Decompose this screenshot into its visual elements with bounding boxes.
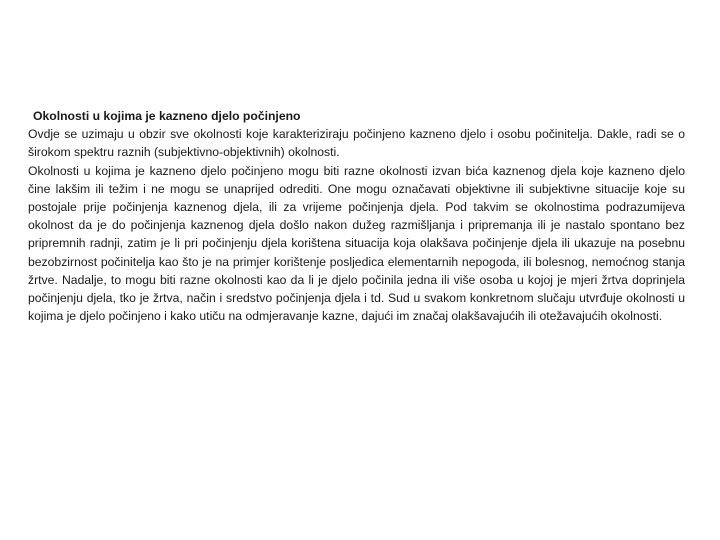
paragraph-body: Okolnosti u kojima je kazneno djelo počinjeno mogu biti razne okolnosti izvan bića kaznenog djela koje kazneno djelo čine lakšim ili težim i ne mogu se unaprijed odrediti. One mogu označavati objektivne ili subjektivne situacije koje su postojale prije počinjenja kaznenog djela, ili za vrijeme počinjenja djela. Pod takvim se okolnostima podrazumijeva okolnost da je do počinjenja kaznenog djela došlo nakon dužeg razmišljanja i pripremanja ili je nastalo spontano bez pripremnih radnji, zatim je li pri počinjenju djela korištena situacija koja olakšava počinjenje djela ili ukazuje na posebnu bezobzirnost počinitelja kao što je na primjer korištenje posljedica elementarnih nepogoda, ili bolesnog, nemoćnog stanja žrtve. Nadalje, to mogu biti razne okolnosti kao da li je djelo počinila jedna ili više osoba u kojoj je mjeri žrtva doprinjela počinjenju djela, tko je žrtva, način i sredstvo počinjenja djela i td. Sud u svakom konkretnom slučaju utvrđuje okolnosti u kojima je djelo počinjeno i kako utiču na odmjeravanje kazne, dajući im značaj olakšavajućih ili otežavajućih okolnosti. bbox=[28, 163, 685, 324]
text-block bbox=[28, 107, 685, 325]
paragraph-intro: Ovdje se uzimaju u obzir sve okolnosti koje karakteriziraju počinjeno kazneno djelo i osobu počinitelja. Dakle, radi se o širokom spektru raznih (subjektivno-objektivnih) okolnosti. bbox=[28, 127, 685, 160]
section-heading: Okolnosti u kojima je kazneno djelo počinjeno bbox=[33, 109, 301, 123]
